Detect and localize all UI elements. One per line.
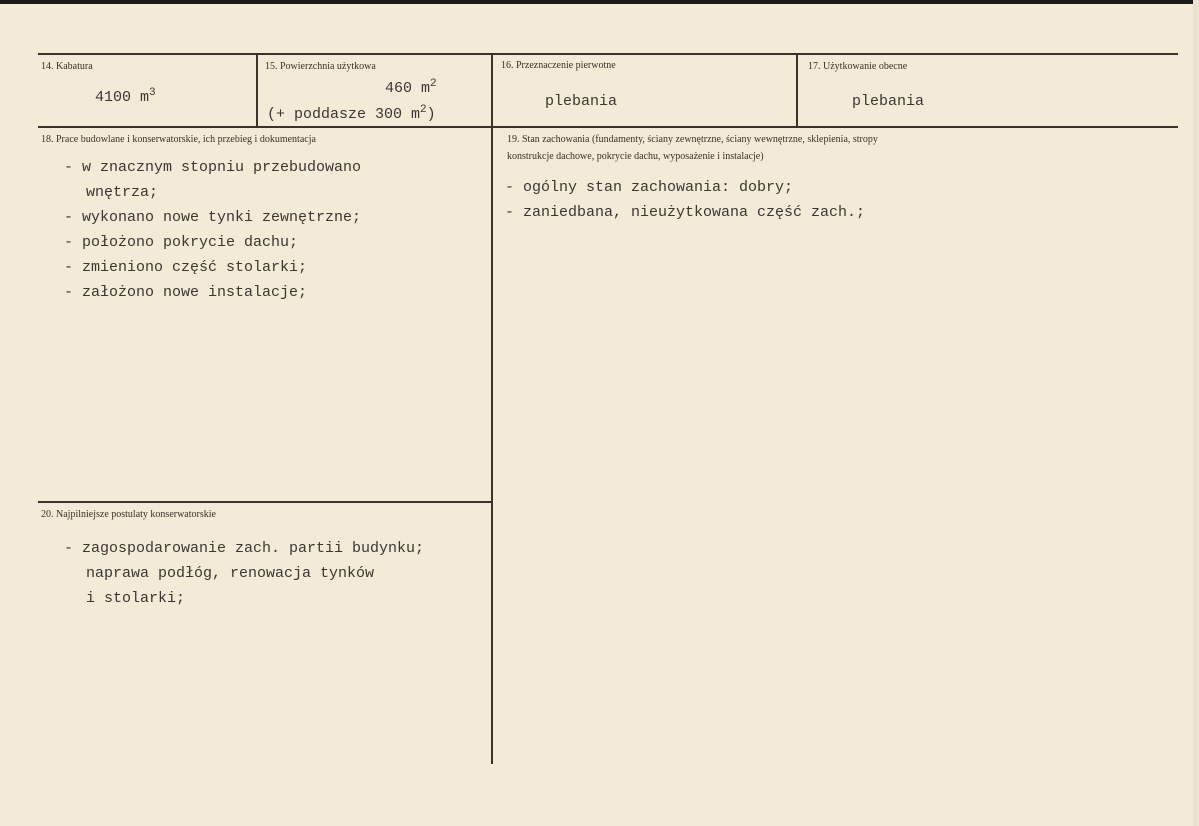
field-19-label-line1: 19. Stan zachowania (fundamenty, ściany zewnętrzne, ściany wewnętrzne, sklepienia, stropy [507, 134, 878, 145]
list-item-text: - w znacznym stopniu przebudowano [64, 159, 362, 176]
field-15-number: 460 m [385, 80, 431, 97]
field-18-list [64, 155, 361, 305]
list-item [64, 155, 361, 205]
list-item: - założono nowe instalacje; [64, 284, 308, 301]
rule-col3 [796, 54, 798, 127]
rule-row1-bottom [38, 126, 1178, 128]
field-16-value: plebania [545, 93, 618, 110]
field-15-attic-close: ) [426, 106, 436, 123]
card-edge [1193, 0, 1199, 826]
list-item: - wykonano nowe tynki zewnętrzne; [64, 209, 362, 226]
field-20-line-1: - zagospodarowanie zach. partii budynku; [64, 540, 425, 557]
list-item: - położono pokrycie dachu; [64, 234, 299, 251]
rule-top [38, 53, 1178, 55]
field-20-text [64, 536, 424, 611]
top-border [0, 0, 1199, 4]
rule-col1 [256, 54, 258, 127]
list-item: - zaniedbana, nieużytkowana część zach.; [505, 204, 866, 221]
rule-col-mid [491, 54, 493, 764]
field-15-label: 15. Powierzchnia użytkowa [265, 61, 376, 72]
field-14-number: 4100 m [95, 89, 150, 106]
field-20-label: 20. Najpilniejsze postulaty konserwatorskie [41, 509, 216, 520]
field-14-value [95, 89, 156, 106]
rule-f18-bottom [38, 501, 493, 503]
field-19-label-line2: konstrukcje dachowe, pokrycie dachu, wyposażenie i instalacje) [507, 151, 764, 162]
field-14-label: 14. Kabatura [41, 61, 93, 72]
list-item-continuation: wnętrza; [86, 184, 159, 201]
field-16-label: 16. Przeznaczenie pierwotne [501, 60, 616, 71]
field-15-value [385, 80, 437, 97]
field-17-value: plebania [852, 93, 925, 110]
field-20-line-3: i stolarki; [86, 590, 186, 607]
list-item: - zmieniono część stolarki; [64, 259, 308, 276]
field-17-label: 17. Użytkowanie obecne [808, 61, 908, 72]
field-19-list [505, 175, 865, 225]
field-20-line-2: naprawa podłóg, renowacja tynków [86, 565, 375, 582]
field-14-unit-exponent: 3 [149, 87, 156, 99]
field-15-attic-exponent: 2 [420, 104, 427, 116]
field-15-attic-text: (+ poddasze 300 m [267, 106, 421, 123]
field-15-attic [267, 106, 436, 123]
field-18-label: 18. Prace budowlane i konserwatorskie, ich przebieg i dokumentacja [41, 134, 316, 145]
list-item: - ogólny stan zachowania: dobry; [505, 179, 794, 196]
field-15-unit-exponent: 2 [430, 78, 437, 90]
